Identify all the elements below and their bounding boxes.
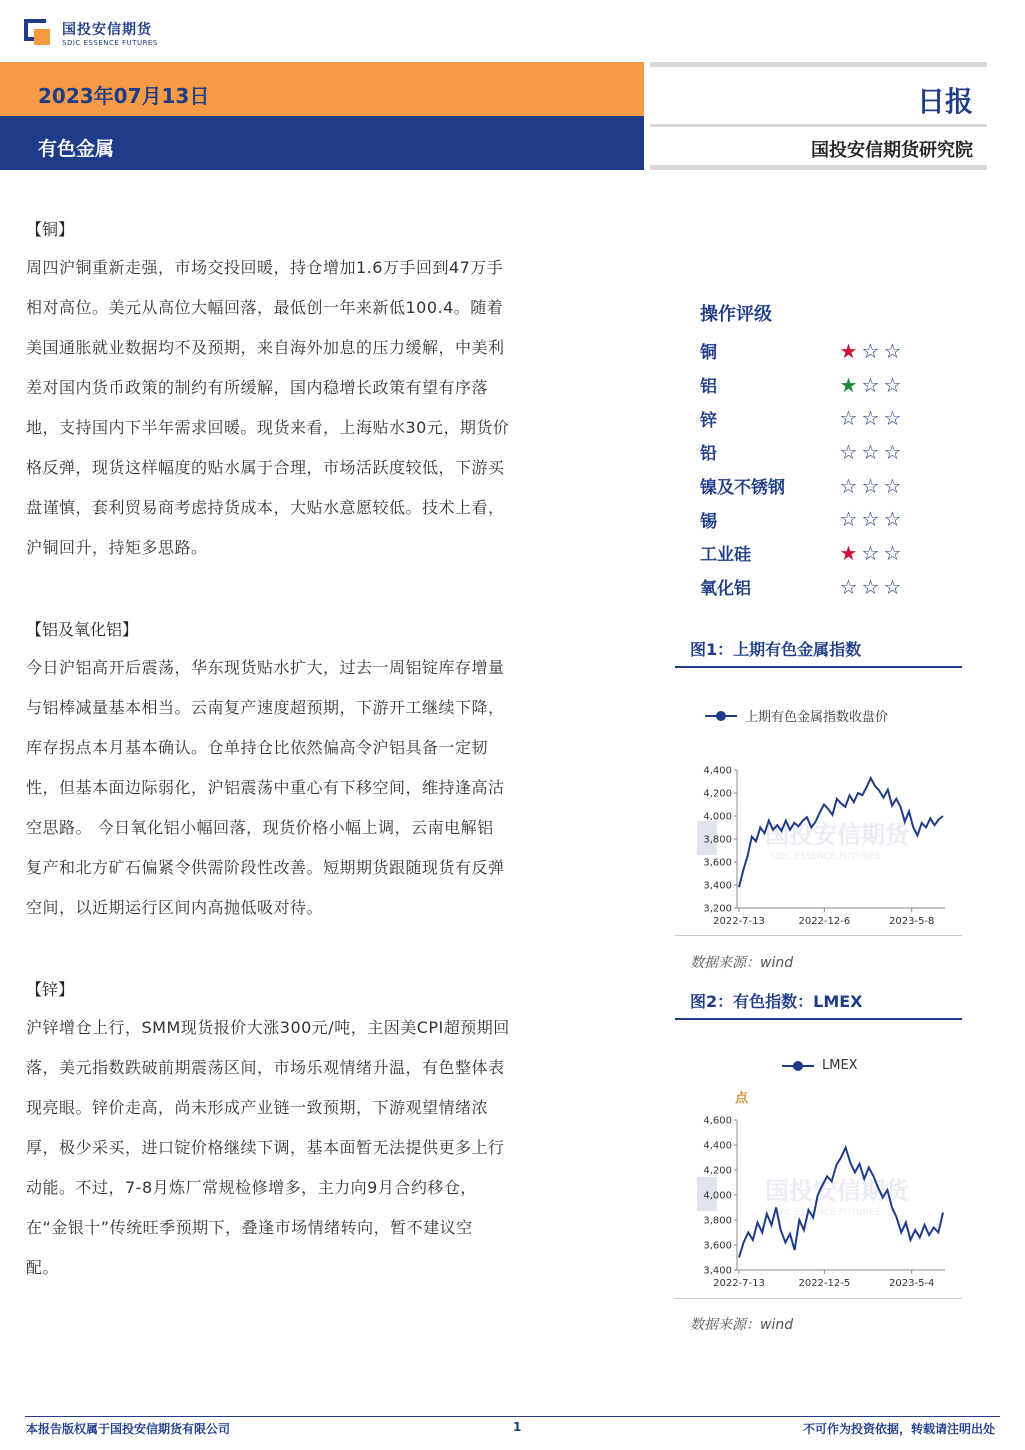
- rating-row: [700, 401, 960, 435]
- empty-star-icon: ☆: [861, 338, 881, 363]
- text-line: 差对国内货币政策的制约有所缓解，国内稳增长政策有望有序落: [26, 378, 489, 397]
- fig2-source: 数据来源：wind: [690, 1317, 794, 1333]
- empty-star-icon: ☆: [883, 507, 903, 532]
- empty-star-icon: ☆: [883, 338, 903, 363]
- empty-star-icon: ☆: [861, 540, 881, 565]
- empty-star-icon: ☆: [839, 473, 859, 498]
- text-line: 动能。不过，7-8月炼厂常规检修增多，主力向9月合约移仓，: [26, 1178, 477, 1197]
- text-line: 复产和北方矿石偏紧令供需阶段性改善。短期期货跟随现货有反弹: [26, 858, 505, 877]
- y-tick-label: 3,200: [703, 903, 732, 915]
- y-tick-label: 4,400: [703, 765, 732, 777]
- text-line: 地，支持国内下半年需求回暖。现货来看，上海贴水30元，期货价: [26, 418, 510, 437]
- x-tick-label: 2022-12-5: [798, 1278, 851, 1289]
- text-line: 盘谨慎，套利贸易商考虑持货成本，大贴水意愿较低。技术上看，: [26, 498, 505, 517]
- section-body-copper: [26, 248, 616, 568]
- y-tick-label: 3,400: [703, 880, 732, 892]
- y-tick-label: 3,400: [703, 1265, 732, 1277]
- logo-name: 国投安信期货: [62, 22, 152, 38]
- y-tick-label: 4,600: [703, 1115, 732, 1127]
- empty-star-icon: ☆: [861, 507, 881, 532]
- rating-panel: [700, 300, 960, 604]
- text-line: 沪锌增仓上行，SMM现货报价大涨300元/吨，主因美CPI超预期回: [26, 1018, 510, 1037]
- fig1-bottom-rule: [675, 935, 962, 936]
- rating-stars: [838, 507, 904, 531]
- text-line: 美国通胀就业数据均不及预期，来自海外加息的压力缓解，中美利: [26, 338, 505, 357]
- rating-stars: [838, 406, 904, 430]
- fig2-top-rule: [675, 1018, 962, 1020]
- legend-line-marker-icon: [705, 715, 737, 717]
- fig1-top-rule: [675, 666, 962, 668]
- empty-star-icon: ☆: [861, 574, 881, 599]
- text-line: 空思路。 今日氧化铝小幅回落，现货价格小幅上调，云南电解铝: [26, 818, 494, 837]
- logo-mark-icon: [24, 19, 54, 49]
- chart-watermark: 国投安信期货: [765, 1177, 909, 1205]
- rating-metal-name: 镍及不锈钢: [700, 478, 785, 499]
- fig1-chart: [675, 740, 962, 940]
- empty-star-icon: ☆: [861, 372, 881, 397]
- company-logo: [24, 17, 184, 53]
- section-title-zinc: 【锌】: [26, 980, 75, 999]
- fig2-bottom-rule: [675, 1298, 962, 1299]
- rating-row: [700, 368, 960, 402]
- fig1-source: 数据来源：wind: [690, 955, 794, 971]
- fig1-title: 图1：上期有色金属指数: [690, 640, 862, 659]
- rating-stars: [838, 474, 904, 498]
- fig2-title: 图2：有色指数：LMEX: [690, 992, 863, 1011]
- rating-title: 操作评级: [700, 304, 772, 325]
- report-date: 2023年07月13日: [38, 84, 210, 108]
- chart-watermark-en: SDIC ESSENCE FUTURES: [770, 852, 881, 862]
- rating-metal-name: 铝: [700, 377, 717, 398]
- text-line: 周四沪铜重新走强，市场交投回暖，持仓增加1.6万手回到47万手: [26, 258, 504, 277]
- text-line: 落，美元指数跌破前期震荡区间，市场乐观情绪升温，有色整体表: [26, 1058, 505, 1077]
- text-line: 库存拐点本月基本确认。仓单持仓比依然偏高令沪铝具备一定韧: [26, 738, 489, 757]
- text-line: 厚，极少采买，进口锭价格继续下调，基本面暂无法提供更多上行: [26, 1138, 505, 1157]
- fig2-legend-label: LMEX: [822, 1058, 858, 1073]
- x-tick-label: 2023-5-4: [889, 1278, 935, 1289]
- text-line: 相对高位。美元从高位大幅回落，最低创一年来新低100.4。随着: [26, 298, 504, 317]
- y-tick-label: 4,200: [703, 788, 732, 800]
- fig2-legend: [782, 1058, 858, 1073]
- rating-list: [700, 334, 960, 604]
- report-sector: 有色金属: [38, 138, 115, 160]
- text-line: 配。: [26, 1258, 60, 1277]
- y-tick-label: 3,600: [703, 857, 732, 869]
- text-line: 今日沪铝高开后震荡，华东现货贴水扩大，过去一周铝锭库存增量: [26, 658, 505, 677]
- text-line: 与铝棒减量基本相当。云南复产速度超预期，下游开工继续下降，: [26, 698, 505, 717]
- rating-metal-name: 工业硅: [700, 545, 751, 566]
- rating-metal-name: 氧化铝: [700, 579, 751, 600]
- rating-metal-name: 锡: [700, 511, 717, 532]
- filled-star-icon: ★: [839, 540, 859, 565]
- y-tick-label: 3,600: [703, 1240, 732, 1252]
- rating-row: [700, 469, 960, 503]
- footer-rule: [25, 1416, 1000, 1417]
- rating-row: [700, 536, 960, 570]
- y-axis-label: 点: [735, 1091, 749, 1106]
- rating-stars: [838, 575, 904, 599]
- fig2-chart: [675, 1080, 962, 1300]
- rating-metal-name: 锌: [700, 410, 717, 431]
- section-body-zinc: [26, 1008, 616, 1288]
- y-tick-label: 4,200: [703, 1165, 732, 1177]
- text-line: 现亮眼。锌价走高，尚未形成产业链一致预期，下游观望情绪浓: [26, 1098, 489, 1117]
- empty-star-icon: ☆: [883, 540, 903, 565]
- text-line: 空间，以近期运行区间内高抛低吸对待。: [26, 898, 324, 917]
- empty-star-icon: ☆: [839, 574, 859, 599]
- logo-name-en: SDIC ESSENCE FUTURES: [62, 39, 158, 47]
- chart-watermark-en: SDIC ESSENCE FUTURES: [770, 1208, 881, 1218]
- filled-star-icon: ★: [839, 372, 859, 397]
- text-line: 格反弹，现货这样幅度的贴水属于合理，市场活跃度较低，下游买: [26, 458, 505, 477]
- empty-star-icon: ☆: [839, 406, 859, 431]
- x-tick-label: 2022-12-6: [798, 916, 851, 927]
- text-line: 沪铜回升，持矩多思路。: [26, 538, 208, 557]
- rating-metal-name: 铅: [700, 444, 717, 465]
- fig1-legend: [705, 706, 888, 725]
- empty-star-icon: ☆: [861, 473, 881, 498]
- rating-stars: [838, 339, 904, 363]
- y-tick-label: 4,000: [703, 1190, 732, 1202]
- text-line: 性，但基本面边际弱化，沪铝震荡中重心有下移空间，维持逢高沽: [26, 778, 505, 797]
- empty-star-icon: ☆: [861, 439, 881, 464]
- rating-row: [700, 334, 960, 368]
- rating-row: [700, 502, 960, 536]
- filled-star-icon: ★: [839, 338, 859, 363]
- footer-copyright: 本报告版权属于国投安信期货有限公司: [26, 1422, 231, 1436]
- page-number: 1: [513, 1420, 522, 1434]
- rating-stars: [838, 373, 904, 397]
- rating-row: [700, 570, 960, 604]
- empty-star-icon: ☆: [861, 406, 881, 431]
- report-type: 日报: [916, 85, 973, 118]
- chart-watermark: 国投安信期货: [765, 821, 909, 849]
- empty-star-icon: ☆: [883, 372, 903, 397]
- footer-disclaimer: 不可作为投资依据，转载请注明出处: [802, 1422, 995, 1436]
- rating-stars: [838, 541, 904, 565]
- y-tick-label: 4,000: [703, 811, 732, 823]
- section-body-aluminum: [26, 648, 616, 928]
- y-tick-label: 3,800: [703, 834, 732, 846]
- empty-star-icon: ☆: [883, 473, 903, 498]
- empty-star-icon: ☆: [883, 574, 903, 599]
- empty-star-icon: ☆: [883, 439, 903, 464]
- empty-star-icon: ☆: [883, 406, 903, 431]
- x-tick-label: 2023-5-8: [889, 916, 935, 927]
- section-title-aluminum: 【铝及氧化铝】: [26, 620, 139, 639]
- x-tick-label: 2022-7-13: [713, 916, 765, 927]
- y-tick-label: 3,800: [703, 1215, 732, 1227]
- legend-line-marker-icon: [782, 1065, 814, 1067]
- x-tick-label: 2022-7-13: [713, 1278, 765, 1289]
- institute-name: 国投安信期货研究院: [811, 140, 973, 161]
- fig1-legend-label: 上期有色金属指数收盘价: [745, 710, 889, 725]
- rating-metal-name: 铜: [700, 343, 717, 364]
- empty-star-icon: ☆: [839, 439, 859, 464]
- rating-row: [700, 435, 960, 469]
- rating-stars: [838, 440, 904, 464]
- section-title-copper: 【铜】: [26, 220, 75, 239]
- empty-star-icon: ☆: [839, 507, 859, 532]
- text-line: 在“金银十”传统旺季预期下，叠逢市场情绪转向，暂不建议空: [26, 1218, 473, 1237]
- y-tick-label: 4,400: [703, 1140, 732, 1152]
